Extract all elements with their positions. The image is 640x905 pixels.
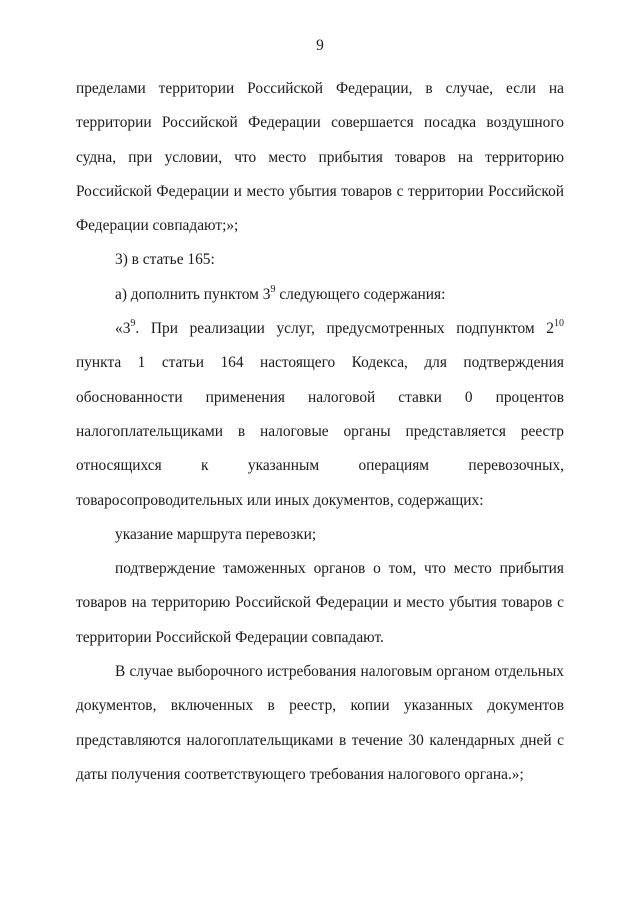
paragraph-point-mid: . При реализации услуг, предусмотренных подпунктом 2 bbox=[135, 320, 554, 338]
paragraph-point-post: пункта 1 статьи 164 настоящего Кодекса, для подтверждения обоснованности применения налоговой ставки 0 процентов налогоплательщиками в налоговые органы представляется реестр относящихся к указанным операциям перевозочных, товаросопроводительных или иных документов, содержащих: bbox=[76, 354, 564, 509]
page-number: 9 bbox=[316, 37, 324, 54]
paragraph-add-point-pre: а) дополнить пунктом 3 bbox=[115, 285, 271, 303]
paragraph-point-3-9 bbox=[76, 312, 564, 518]
superscript-9: 9 bbox=[270, 283, 276, 295]
paragraph-continuation: пределами территории Российской Федерации, в случае, если на территории Российской Федерации совершается посадка воздушного судна, при условии, что место прибытия товаров на территорию Российской Федерации и место убытия товаров с территории Российской Федерации совпадают;»; bbox=[76, 80, 564, 235]
document-body bbox=[76, 72, 564, 792]
superscript-10: 10 bbox=[554, 317, 564, 329]
paragraph-article-165: 3) в статье 165: bbox=[115, 251, 215, 269]
paragraph-add-point-post: следующего содержания: bbox=[275, 285, 446, 303]
paragraph-point-pre: «3 bbox=[115, 320, 131, 338]
paragraph-selective-request: В случае выборочного истребования налоговым органом отдельных документов, включенных в реестр, копии указанных документов представляются налогоплательщиками в течение 30 календарных дней с даты получения соответствующего требования налогового органа.»; bbox=[76, 663, 564, 783]
superscript-9: 9 bbox=[130, 317, 136, 329]
paragraph-route: указание маршрута перевозки; bbox=[115, 525, 317, 543]
paragraph-customs-confirmation: подтверждение таможенных органов о том, что место прибытия товаров на территорию Российской Федерации и место убытия товаров с территории Российской Федерации совпадают. bbox=[76, 560, 564, 646]
paragraph-add-point bbox=[76, 278, 564, 312]
